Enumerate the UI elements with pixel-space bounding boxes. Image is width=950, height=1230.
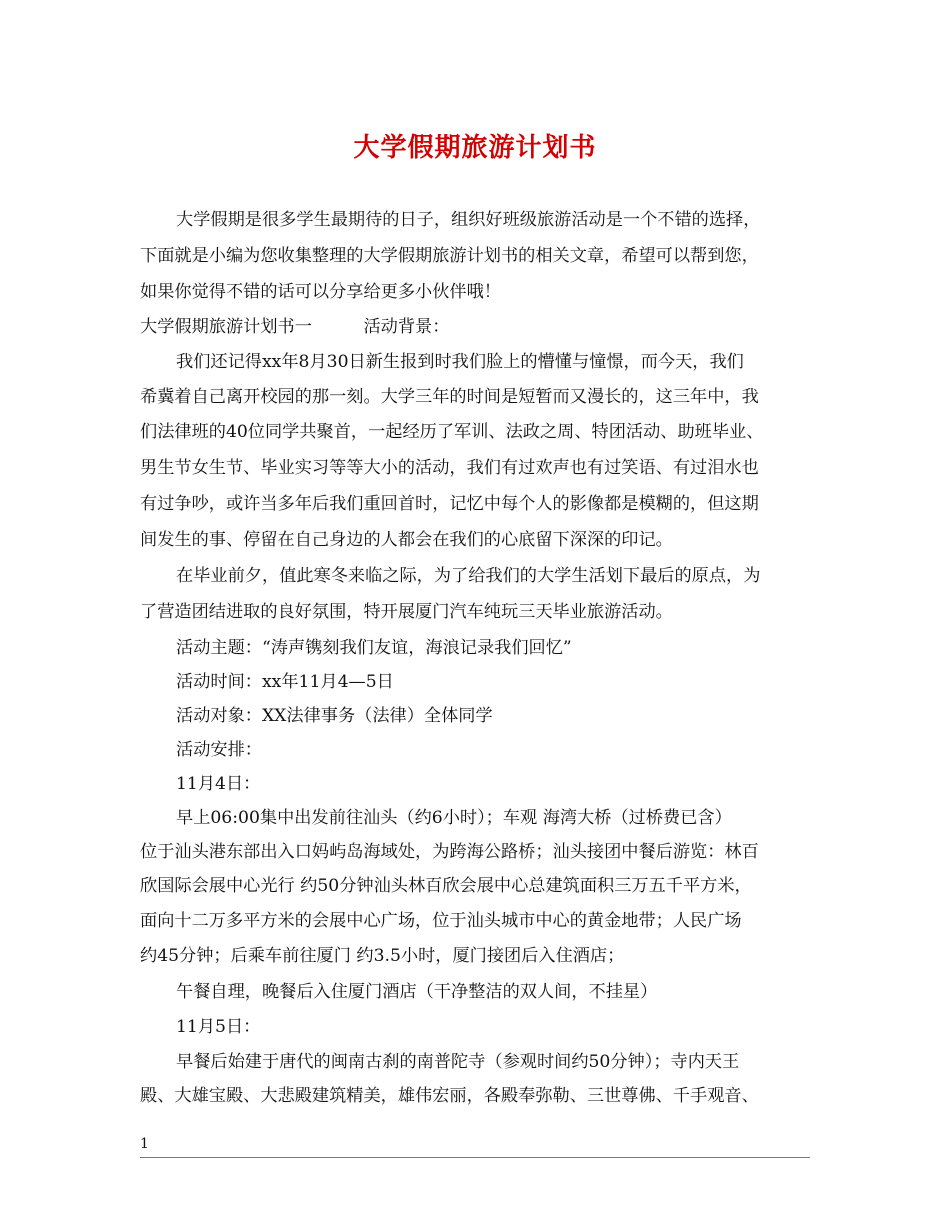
intro-line-2: 下面就是小编为您收集整理的大学假期旅游计划书的相关文章，希望可以帮到您， (140, 246, 759, 266)
background-line-4: 男生节女生节、毕业实习等等大小的活动，我们有过欢声也有过笑语、有过泪水也 (140, 458, 759, 478)
background-line-1: 我们还记得xx年8月30日新生报到时我们脸上的懵懂与憧憬，而今天，我们 (176, 352, 744, 372)
day-two-heading: 11月5日： (176, 1017, 261, 1037)
intro-line-1: 大学假期是很多学生最期待的日子，组织好班级旅游活动是一个不错的选择， (176, 210, 761, 230)
day-two-line-1: 早餐后始建于唐代的闽南古刹的南普陀寺（参观时间约50分钟）；寺内天王 (176, 1052, 740, 1072)
dining-note: 午餐自理，晚餐后入住厦门酒店（干净整洁的双人间，不挂星） (176, 982, 658, 1002)
day-two-line-2: 殿、大雄宝殿、大悲殿建筑精美，雄伟宏丽，各殿奉弥勒、三世尊佛、千手观音、 (140, 1086, 759, 1106)
background-line-6: 间发生的事、停留在自己身边的人都会在我们的心底留下深深的印记。 (140, 530, 673, 550)
background-line-5: 有过争吵，或许当多年后我们重回首时，记忆中每个人的影像都是模糊的，但这期 (140, 494, 759, 514)
activity-participants: 活动对象：XX法律事务（法律）全体同学 (176, 706, 493, 726)
activity-time: 活动时间：xx年11月4—5日 (176, 672, 394, 692)
background-line-2: 希冀着自己离开校园的那一刻。大学三年的时间是短暂而又漫长的，这三年中，我 (140, 387, 759, 407)
day-one-line-5: 约45分钟；后乘车前往厦门 约3.5小时，厦门接团后入住酒店； (140, 946, 625, 966)
purpose-line-1: 在毕业前夕，值此寒冬来临之际，为了给我们的大学生活划下最后的原点，为 (176, 566, 761, 586)
day-one-line-2: 位于汕头港东部出入口妈屿岛海域处，为跨海公路桥；汕头接团中餐后游览：林百 (140, 842, 759, 862)
section-heading: 大学假期旅游计划书一 活动背景： (140, 317, 450, 337)
intro-line-3: 如果你觉得不错的话可以分享给更多小伙伴哦！ (140, 282, 501, 302)
purpose-line-2: 了营造团结进取的良好氛围，特开展厦门汽车纯玩三天毕业旅游活动。 (140, 602, 673, 622)
page-number: 1 (140, 1136, 149, 1152)
day-one-heading: 11月4日： (176, 774, 261, 794)
document-title: 大学假期旅游计划书 (353, 133, 597, 163)
day-one-line-4: 面向十二万多平方米的会展中心广场，位于汕头城市中心的黄金地带；人民广场 (140, 911, 742, 931)
background-line-3: 们法律班的40位同学共聚首，一起经历了军训、法政之周、特团活动、助班毕业、 (140, 422, 764, 442)
day-one-line-1: 早上06:00集中出发前往汕头（约6小时）；车观 海湾大桥（过桥费已含） (176, 808, 732, 828)
activity-arrangement: 活动安排： (176, 740, 262, 760)
activity-theme: 活动主题：“涛声镌刻我们友谊，海浪记录我们回忆” (176, 638, 572, 658)
footer-divider (140, 1157, 810, 1158)
day-one-line-3: 欣国际会展中心光行 约50分钟汕头林百欣会展中心总建筑面积三万五千平方米， (140, 876, 752, 896)
